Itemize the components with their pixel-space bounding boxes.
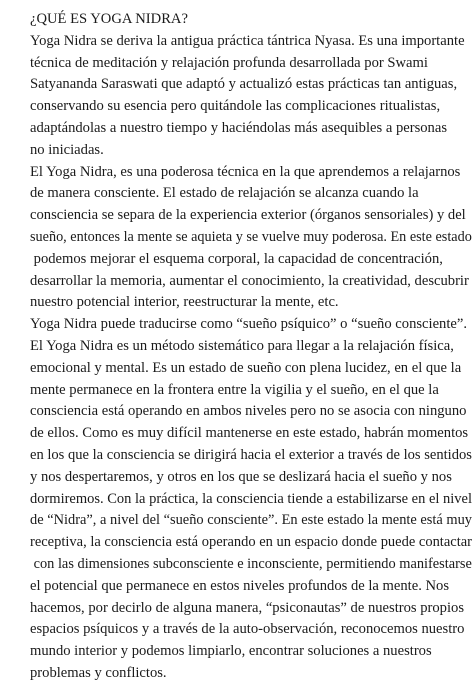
text-line: en los que la consciencia se dirigirá hacia el exterior a través de los sentidos (30, 446, 472, 463)
document-page (30, 9, 473, 685)
text-line: técnica de meditación y relajación profunda desarrollada por Swami (30, 54, 428, 71)
text-line: dormiremos. Con la práctica, la consciencia tiende a estabilizarse en el nivel (30, 490, 472, 507)
text-line: y nos despertaremos, y otros en los que se deslizará hacia el sueño y nos (30, 468, 452, 485)
text-line: de “Nidra”, a nivel del “sueño consciente”. En este estado la mente está muy (30, 512, 473, 529)
text-line: mente permanece en la frontera entre la vigilia y el sueño, en el que la (30, 381, 439, 398)
text-line: consciencia está operando en ambos niveles pero no se asocia con ninguno (30, 403, 467, 420)
text-line: podemos mejorar el esquema corporal, la capacidad de concentración, (30, 250, 443, 267)
text-line: Yoga Nidra se deriva la antigua práctica tántrica Nyasa. Es una importante (30, 32, 465, 49)
text-line: espacios psíquicos y a través de la auto-observación, reconocemos nuestro (30, 621, 465, 638)
text-line: problemas y conflictos. (30, 664, 167, 681)
text-line: Yoga Nidra puede traducirse como “sueño psíquico” o “sueño consciente”. (30, 316, 468, 333)
text-line: sueño, entonces la mente se aquieta y se vuelve muy poderosa. En este estado (30, 228, 472, 245)
text-line: receptiva, la consciencia está operando en un espacio donde puede contactar (30, 534, 472, 551)
text-line: desarrollar la memoria, aumentar el conocimiento, la creatividad, descubrir (30, 272, 469, 289)
text-line: nuestro potencial interior, reestructurar la mente, etc. (30, 294, 339, 311)
text-line: Satyananda Saraswati que adaptó y actualizó estas prácticas tan antiguas, (30, 76, 458, 93)
text-line: hacemos, por decirlo de alguna manera, “psiconautas” de nuestros propios (30, 599, 465, 616)
text-line: adaptándolas a nuestro tiempo y haciéndolas más asequibles a personas (30, 119, 448, 136)
text-line: El Yoga Nidra, es una poderosa técnica en la que aprendemos a relajarnos (30, 163, 461, 180)
text-line: con las dimensiones subconsciente e inconsciente, permitiendo manifestarse (30, 555, 472, 572)
text-line: mundo interior y podemos limpiarlo, encontrar soluciones a nuestros (30, 643, 432, 660)
text-line: El Yoga Nidra es un método sistemático para llegar a la relajación física, (30, 337, 454, 354)
document-title: ¿QUÉ ES YOGA NIDRA? (30, 11, 188, 27)
text-line: de manera consciente. El estado de relajación se alcanza cuando la (30, 185, 419, 202)
text-line: consciencia se separa de la experiencia exterior (órganos sensoriales) y del (30, 207, 466, 224)
text-line: emocional y mental. Es un estado de sueño con plena lucidez, en el que la (30, 359, 462, 376)
text-line: no iniciadas. (30, 141, 104, 158)
text-line: de ellos. Como es muy difícil mantenerse en este estado, habrán momentos (30, 425, 469, 442)
text-line: el potencial que permanece en estos niveles profundos de la mente. Nos (30, 577, 450, 594)
text-line: conservando su esencia pero quitándole las complicaciones ritualistas, (30, 98, 441, 115)
